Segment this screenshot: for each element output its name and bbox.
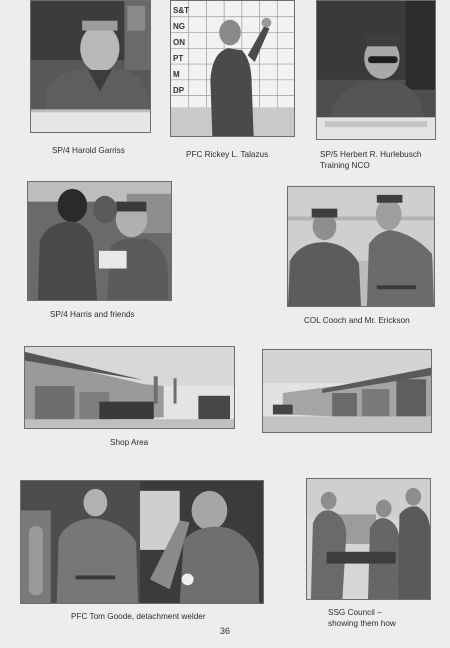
photo-garriss	[30, 0, 151, 133]
caption-line: SP/4 Harris and friends	[50, 310, 135, 319]
board-label: ON	[173, 38, 185, 47]
board-label: M	[173, 70, 180, 79]
photo-goode-welder	[20, 480, 264, 604]
caption-shop-area	[110, 438, 148, 449]
photo-harris-and-friends	[27, 181, 172, 301]
photo-council	[306, 478, 431, 600]
chart-board-letters	[173, 3, 189, 99]
caption-line: Shop Area	[110, 438, 149, 447]
board-label: DP	[173, 86, 185, 95]
page-number: 36	[219, 626, 230, 636]
caption-line: PFC Tom Goode, detachment welder	[71, 612, 206, 621]
caption-line: SP/4 Harold Garriss	[52, 146, 125, 155]
caption-goode	[71, 612, 206, 623]
caption-harris	[50, 310, 135, 321]
caption-talazus	[186, 150, 268, 161]
caption-line: Training NCO	[320, 160, 370, 170]
board-label: NG	[173, 22, 185, 31]
caption-line: SP/5 Herbert R. Hurlebusch	[320, 150, 422, 159]
caption-cooch	[304, 316, 410, 327]
photo-cooch-erickson	[287, 186, 435, 307]
photo-talazus	[170, 0, 295, 137]
caption-garriss	[52, 146, 125, 157]
caption-line: PFC Rickey L. Talazus	[186, 150, 269, 159]
photo-shop-area-left	[24, 346, 235, 429]
caption-line: showing them how	[328, 618, 396, 628]
board-label: PT	[173, 54, 184, 63]
caption-hurlebusch	[320, 150, 421, 171]
caption-line: COL Cooch and Mr. Erickson	[304, 316, 410, 325]
caption-line: SSG Council –	[328, 608, 382, 617]
board-label: S&T	[173, 6, 189, 15]
photo-hurlebusch	[316, 0, 436, 140]
photo-shop-area-right	[262, 349, 432, 433]
